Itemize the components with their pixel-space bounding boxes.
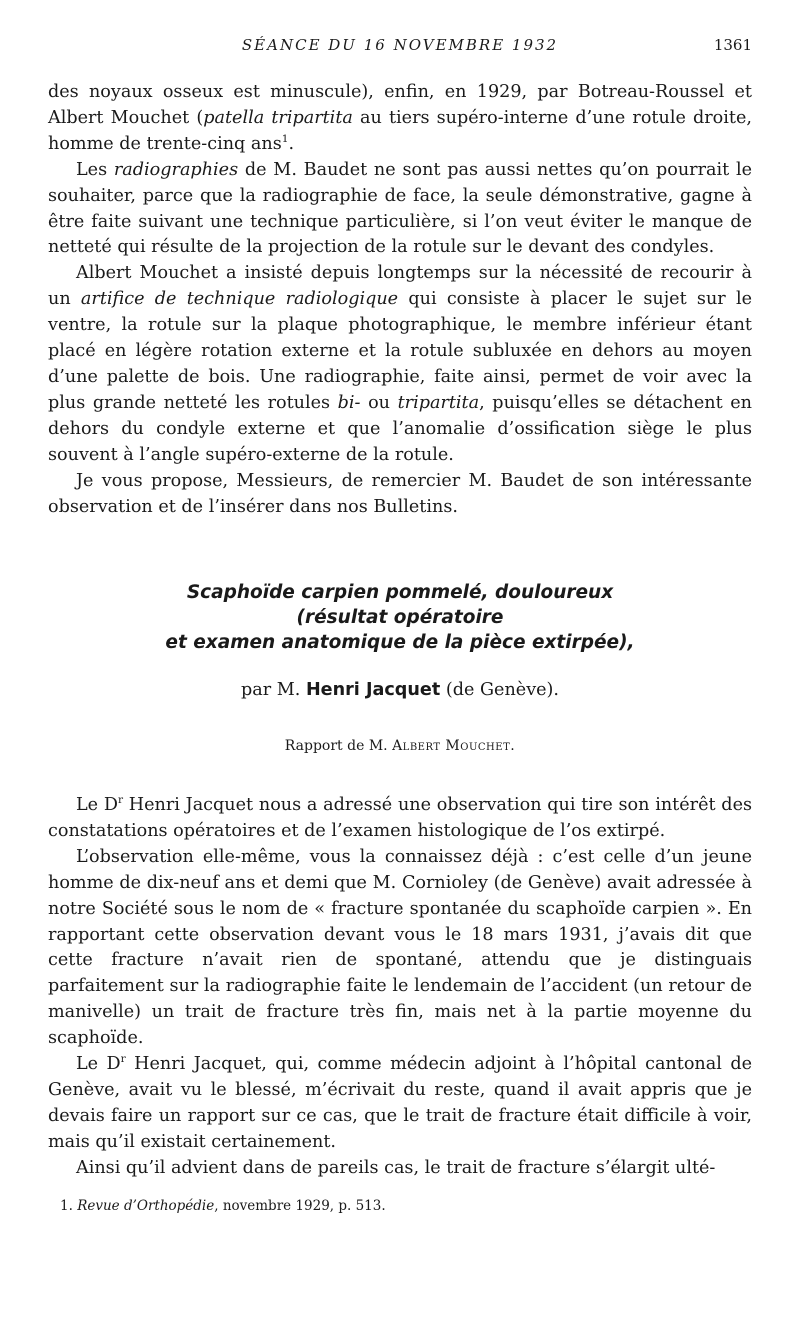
running-head: SÉANCE DU 16 NOVEMBRE 1932 bbox=[241, 36, 559, 54]
paragraph: des noyaux osseux est minuscule), enfin, en 1929, par Botreau-Roussel et Albert Mouchet (patella tripartita au tiers supéro-interne d’une rotule droite, homme de trente-cinq ans$^1$. bbox=[48, 82, 752, 154]
italic-term: tripartita bbox=[397, 392, 480, 413]
paragraph: Les radiographies de M. Baudet ne sont pas aussi nettes qu’on pourrait le souhaiter, parce que la radiographie de face, la seule démonstrative, gagne à être faite suivant une technique particulière, si l’on veut éviter le manque de netteté qui résulte de la projection de la rotule sur le devant des condyles. bbox=[48, 159, 752, 258]
article-byline: par M. Henri Jacquet (de Genève). bbox=[240, 680, 560, 700]
paragraph: Albert Mouchet a insisté depuis longtemps sur la nécessité de recourir à un artifice de technique radiologique qui consiste à placer le sujet sur le ventre, la rotule sur la plaque photographique, le membre inférieur étant placé en légère rotation externe et la rotule subluxée en dehors au moyen d’une palette de bois. Une radiographie, faite ainsi, permet de voir avec la plus grande netteté les rotules bi- ou tripartita, puisqu’elles se détachent en dehors du condyle externe et que l’anomalie d’ossification siège le plus souvent à l’angle supéro-externe de la rotule. bbox=[48, 263, 753, 465]
report-attribution: Rapport de M. Albert Mouchet. bbox=[284, 738, 516, 754]
previous-article-conclusion bbox=[48, 80, 752, 520]
paragraph: Ainsi qu’il advient dans de pareils cas, le trait de fracture s’élargit ulté- bbox=[76, 1157, 716, 1178]
paragraph: Je vous propose, Messieurs, de remercier M. Baudet de son intéressante observation et de l’insérer dans nos Bulletins. bbox=[48, 470, 752, 517]
page-header bbox=[48, 36, 752, 58]
journal-title: Revue d’Orthopédie bbox=[77, 1198, 215, 1214]
footnote: 1. Revue d’Orthopédie, novembre 1929, p. 513. bbox=[60, 1198, 386, 1214]
italic-term: radiographies bbox=[113, 159, 239, 180]
page-number: 1361 bbox=[713, 36, 752, 54]
footnote-number: 1. bbox=[60, 1198, 73, 1214]
author-name: Henri Jacquet bbox=[305, 680, 441, 700]
article-body bbox=[48, 793, 752, 1182]
footnote-marker: 1 bbox=[281, 132, 289, 145]
italic-term: patella tripartita bbox=[203, 107, 353, 128]
paragraph: Le $D^r$ Henri Jacquet, qui, comme médecin adjoint à l’hôpital cantonal de Genève, avait vu le blessé, m’écrivait du reste, quand il avait appris que je devais faire un rapport sur ce cas, que le trait de fracture était difficile à voir, mais qu’il existait certainement. bbox=[48, 1053, 752, 1152]
italic-term: bi- bbox=[337, 392, 361, 413]
article-title: Scaphoïde carpien pommelé, douloureux (résultat opératoire et examen anatomique de la pièce extirpée), bbox=[165, 582, 635, 653]
paragraph: Le $D^r$ Henri Jacquet nous a adressé une observation qui tire son intérêt des constatations opératoires et de l’examen histologique de l’os extirpé. bbox=[48, 794, 753, 841]
report-author: Albert Mouchet. bbox=[392, 738, 516, 754]
paragraph: L’observation elle-même, vous la connaissez déjà : c’est celle d’un jeune homme de dix-neuf ans et demi que M. Cornioley (de Genève) avait adressée à notre Société sous le nom de « fracture spontanée du scaphoïde carpien ». En rapportant cette observation devant vous le 18 mars 1931, j’avais dit que cette fracture n’avait rien de spontané, attendu que je distinguais parfaitement sur la radiographie faite le lendemain de l’accident (un retour de manivelle) un trait de fracture très fin, mais net à la partie moyenne du scaphoïde. bbox=[48, 846, 752, 1049]
italic-term: artifice de technique radiologique bbox=[80, 289, 399, 310]
